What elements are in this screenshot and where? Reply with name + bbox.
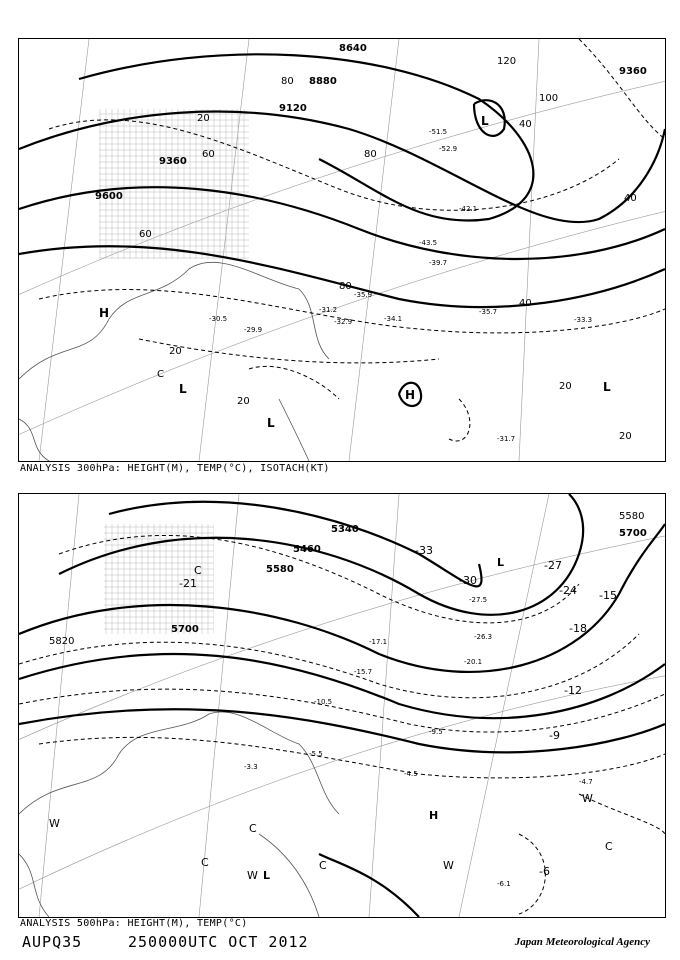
- svg-text:80: 80: [281, 76, 294, 87]
- svg-text:80: 80: [364, 149, 377, 160]
- svg-text:L: L: [497, 556, 505, 569]
- svg-text:-20.1: -20.1: [464, 658, 483, 666]
- svg-text:H: H: [99, 306, 110, 320]
- svg-text:9120: 9120: [279, 103, 307, 114]
- svg-text:-27: -27: [544, 559, 562, 572]
- svg-text:5820: 5820: [49, 636, 75, 647]
- valid-time: 250000UTC OCT 2012: [128, 933, 309, 951]
- svg-text:-10.5: -10.5: [314, 698, 333, 706]
- svg-text:20: 20: [237, 396, 250, 407]
- svg-text:C: C: [157, 369, 164, 380]
- svg-text:-35.9: -35.9: [354, 291, 373, 299]
- svg-text:40: 40: [519, 298, 532, 309]
- svg-text:20: 20: [619, 431, 632, 442]
- svg-text:100: 100: [539, 93, 559, 104]
- map-300hpa: [18, 38, 666, 462]
- temperature-values: [244, 596, 593, 888]
- svg-text:-39.7: -39.7: [429, 259, 448, 267]
- svg-text:-4.5: -4.5: [404, 770, 418, 778]
- svg-text:C: C: [201, 856, 209, 869]
- svg-text:L: L: [263, 869, 271, 882]
- svg-text:H: H: [429, 809, 439, 822]
- svg-text:120: 120: [497, 56, 517, 67]
- svg-text:-31.7: -31.7: [497, 435, 516, 443]
- svg-text:-21: -21: [179, 577, 197, 590]
- caption-500hpa: ANALYSIS 500hPa: HEIGHT(M), TEMP(°C): [20, 918, 248, 929]
- svg-text:C: C: [194, 564, 202, 577]
- svg-text:-12: -12: [564, 684, 582, 697]
- land-hatch: [104, 524, 214, 634]
- map-500hpa: [18, 493, 666, 918]
- coastline: [19, 712, 339, 917]
- svg-text:8880: 8880: [309, 76, 337, 87]
- svg-text:W: W: [247, 869, 258, 882]
- svg-text:L: L: [603, 380, 611, 394]
- svg-text:20: 20: [197, 113, 210, 124]
- chart-code: AUPQ35: [22, 933, 83, 951]
- svg-text:L: L: [481, 114, 489, 128]
- svg-text:H: H: [405, 388, 416, 402]
- svg-text:40: 40: [624, 193, 637, 204]
- svg-text:-6.1: -6.1: [497, 880, 511, 888]
- svg-text:C: C: [605, 840, 613, 853]
- svg-text:C: C: [319, 859, 327, 872]
- svg-text:-42.1: -42.1: [459, 205, 478, 213]
- svg-text:-33.3: -33.3: [574, 316, 593, 324]
- svg-text:W: W: [582, 792, 593, 805]
- svg-text:60: 60: [202, 149, 215, 160]
- svg-text:-3.3: -3.3: [244, 763, 258, 771]
- svg-text:-15.7: -15.7: [354, 668, 373, 676]
- svg-text:-17.1: -17.1: [369, 638, 388, 646]
- svg-text:-6: -6: [539, 865, 550, 878]
- svg-text:5580: 5580: [266, 564, 294, 575]
- map-300hpa-canvas: [19, 39, 665, 461]
- agency-name: Japan Meteorological Agency: [514, 936, 650, 948]
- svg-text:-35.7: -35.7: [479, 308, 498, 316]
- svg-text:-29.9: -29.9: [244, 326, 263, 334]
- svg-text:9360: 9360: [619, 66, 647, 77]
- svg-text:-33: -33: [415, 544, 433, 557]
- svg-text:W: W: [443, 859, 454, 872]
- svg-text:-5.5: -5.5: [309, 750, 323, 758]
- svg-text:5340: 5340: [331, 524, 359, 535]
- svg-text:5700: 5700: [619, 528, 647, 539]
- svg-text:5580: 5580: [619, 511, 645, 522]
- map-500hpa-canvas: [19, 494, 665, 917]
- svg-text:L: L: [179, 382, 187, 396]
- svg-text:-51.5: -51.5: [429, 128, 448, 136]
- svg-text:80: 80: [339, 281, 352, 292]
- svg-text:-43.5: -43.5: [419, 239, 438, 247]
- svg-text:-9: -9: [549, 729, 560, 742]
- svg-text:-32.9: -32.9: [334, 318, 353, 326]
- caption-300hpa: ANALYSIS 300hPa: HEIGHT(M), TEMP(°C), ISOTACH(KT): [20, 463, 330, 474]
- land-hatch: [99, 109, 249, 259]
- svg-text:5460: 5460: [293, 544, 321, 555]
- svg-text:-34.1: -34.1: [384, 315, 403, 323]
- svg-text:-30.5: -30.5: [209, 315, 228, 323]
- svg-text:W: W: [49, 817, 60, 830]
- svg-text:9360: 9360: [159, 156, 187, 167]
- svg-text:-18: -18: [569, 622, 587, 635]
- svg-text:60: 60: [139, 229, 152, 240]
- svg-text:-30: -30: [459, 574, 477, 587]
- svg-text:-31.2: -31.2: [319, 306, 338, 314]
- svg-text:20: 20: [559, 381, 572, 392]
- svg-text:C: C: [249, 822, 257, 835]
- svg-text:5700: 5700: [171, 624, 199, 635]
- svg-text:-9.5: -9.5: [429, 728, 443, 736]
- svg-text:-27.5: -27.5: [469, 596, 488, 604]
- svg-text:20: 20: [169, 346, 182, 357]
- svg-text:-4.7: -4.7: [579, 778, 593, 786]
- svg-text:-15: -15: [599, 589, 617, 602]
- svg-text:40: 40: [519, 119, 532, 130]
- svg-text:-52.9: -52.9: [439, 145, 458, 153]
- svg-text:9600: 9600: [95, 191, 123, 202]
- svg-text:-26.3: -26.3: [474, 633, 493, 641]
- svg-text:8640: 8640: [339, 43, 367, 54]
- svg-text:-24: -24: [559, 584, 577, 597]
- svg-text:L: L: [267, 416, 275, 430]
